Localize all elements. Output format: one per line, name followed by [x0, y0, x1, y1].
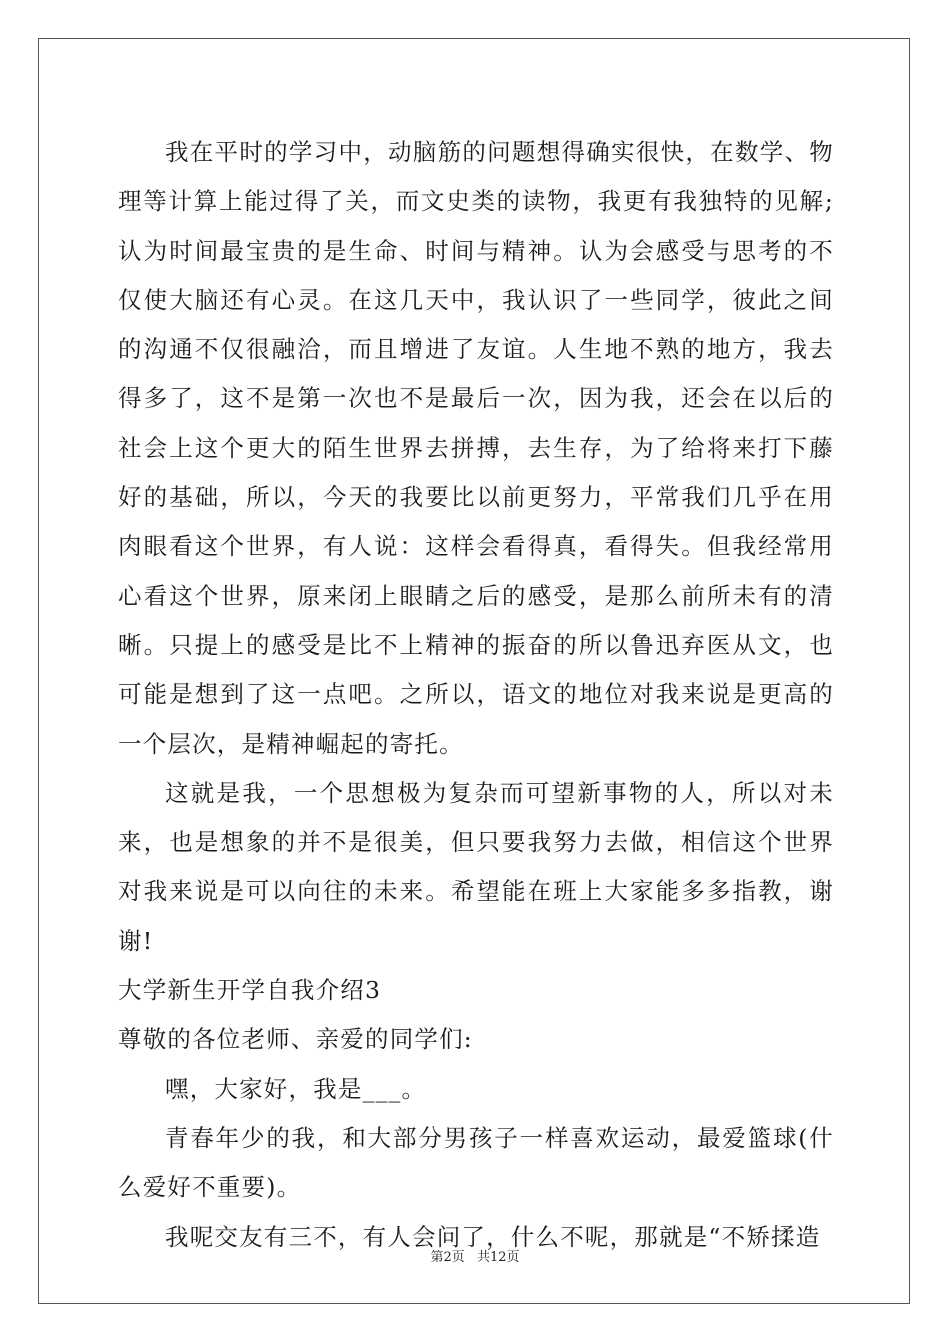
paragraph-hobby: 青春年少的我，和大部分男孩子一样喜欢运动，最爱篮球(什么爱好不重要)。: [118, 1123, 834, 1202]
document-body: [118, 128, 834, 1262]
page-total: 共12页: [476, 1250, 520, 1265]
salutation: 尊敬的各位老师、亲爱的同学们:: [118, 1025, 473, 1054]
paragraph-friends: 我呢交友有三不，有人会问了，什么不呢，那就是“不矫揉造: [165, 1222, 821, 1251]
paragraph-conclusion: 这就是我，一个思想极为复杂而可望新事物的人，所以对未来，也是想象的并不是很美，但只要我努力去做，相信这个世界对我来说是可以向往的未来。希望能在班上大家能多多指教，谢谢!: [118, 778, 834, 955]
section-heading: 大学新生开学自我介绍3: [118, 976, 382, 1005]
paragraph-study: 我在平时的学习中，动脑筋的问题想得确实很快，在数学、物理等计算上能过得了关，而文史类的读物，我更有我独特的见解;认为时间最宝贵的是生命、时间与精神。认为会感受与思考的不仅使大脑还有心灵。在这几天中，我认识了一些同学，彼此之间的沟通不仅很融洽，而且增进了友谊。人生地不熟的地方，我去得多了，这不是第一次也不是最后一次，因为我，还会在以后的社会上这个更大的陌生世界去拼搏，去生存，为了给将来打下藤好的基础，所以，今天的我要比以前更努力，平常我们几乎在用肉眼看这个世界，有人说：这样会看得真，看得失。但我经常用心看这个世界，原来闭上眼睛之后的感受，是那么前所未有的清晰。只提上的感受是比不上精神的振奋的所以鲁迅弃医从文，也可能是想到了这一点吧。之所以，语文的地位对我来说是更高的一个层次，是精神崛起的寄托。: [118, 138, 834, 758]
page-number: 第2页: [430, 1250, 465, 1265]
page-footer: [0, 1246, 950, 1265]
paragraph-greeting: 嘿，大家好，我是___。: [165, 1074, 427, 1103]
